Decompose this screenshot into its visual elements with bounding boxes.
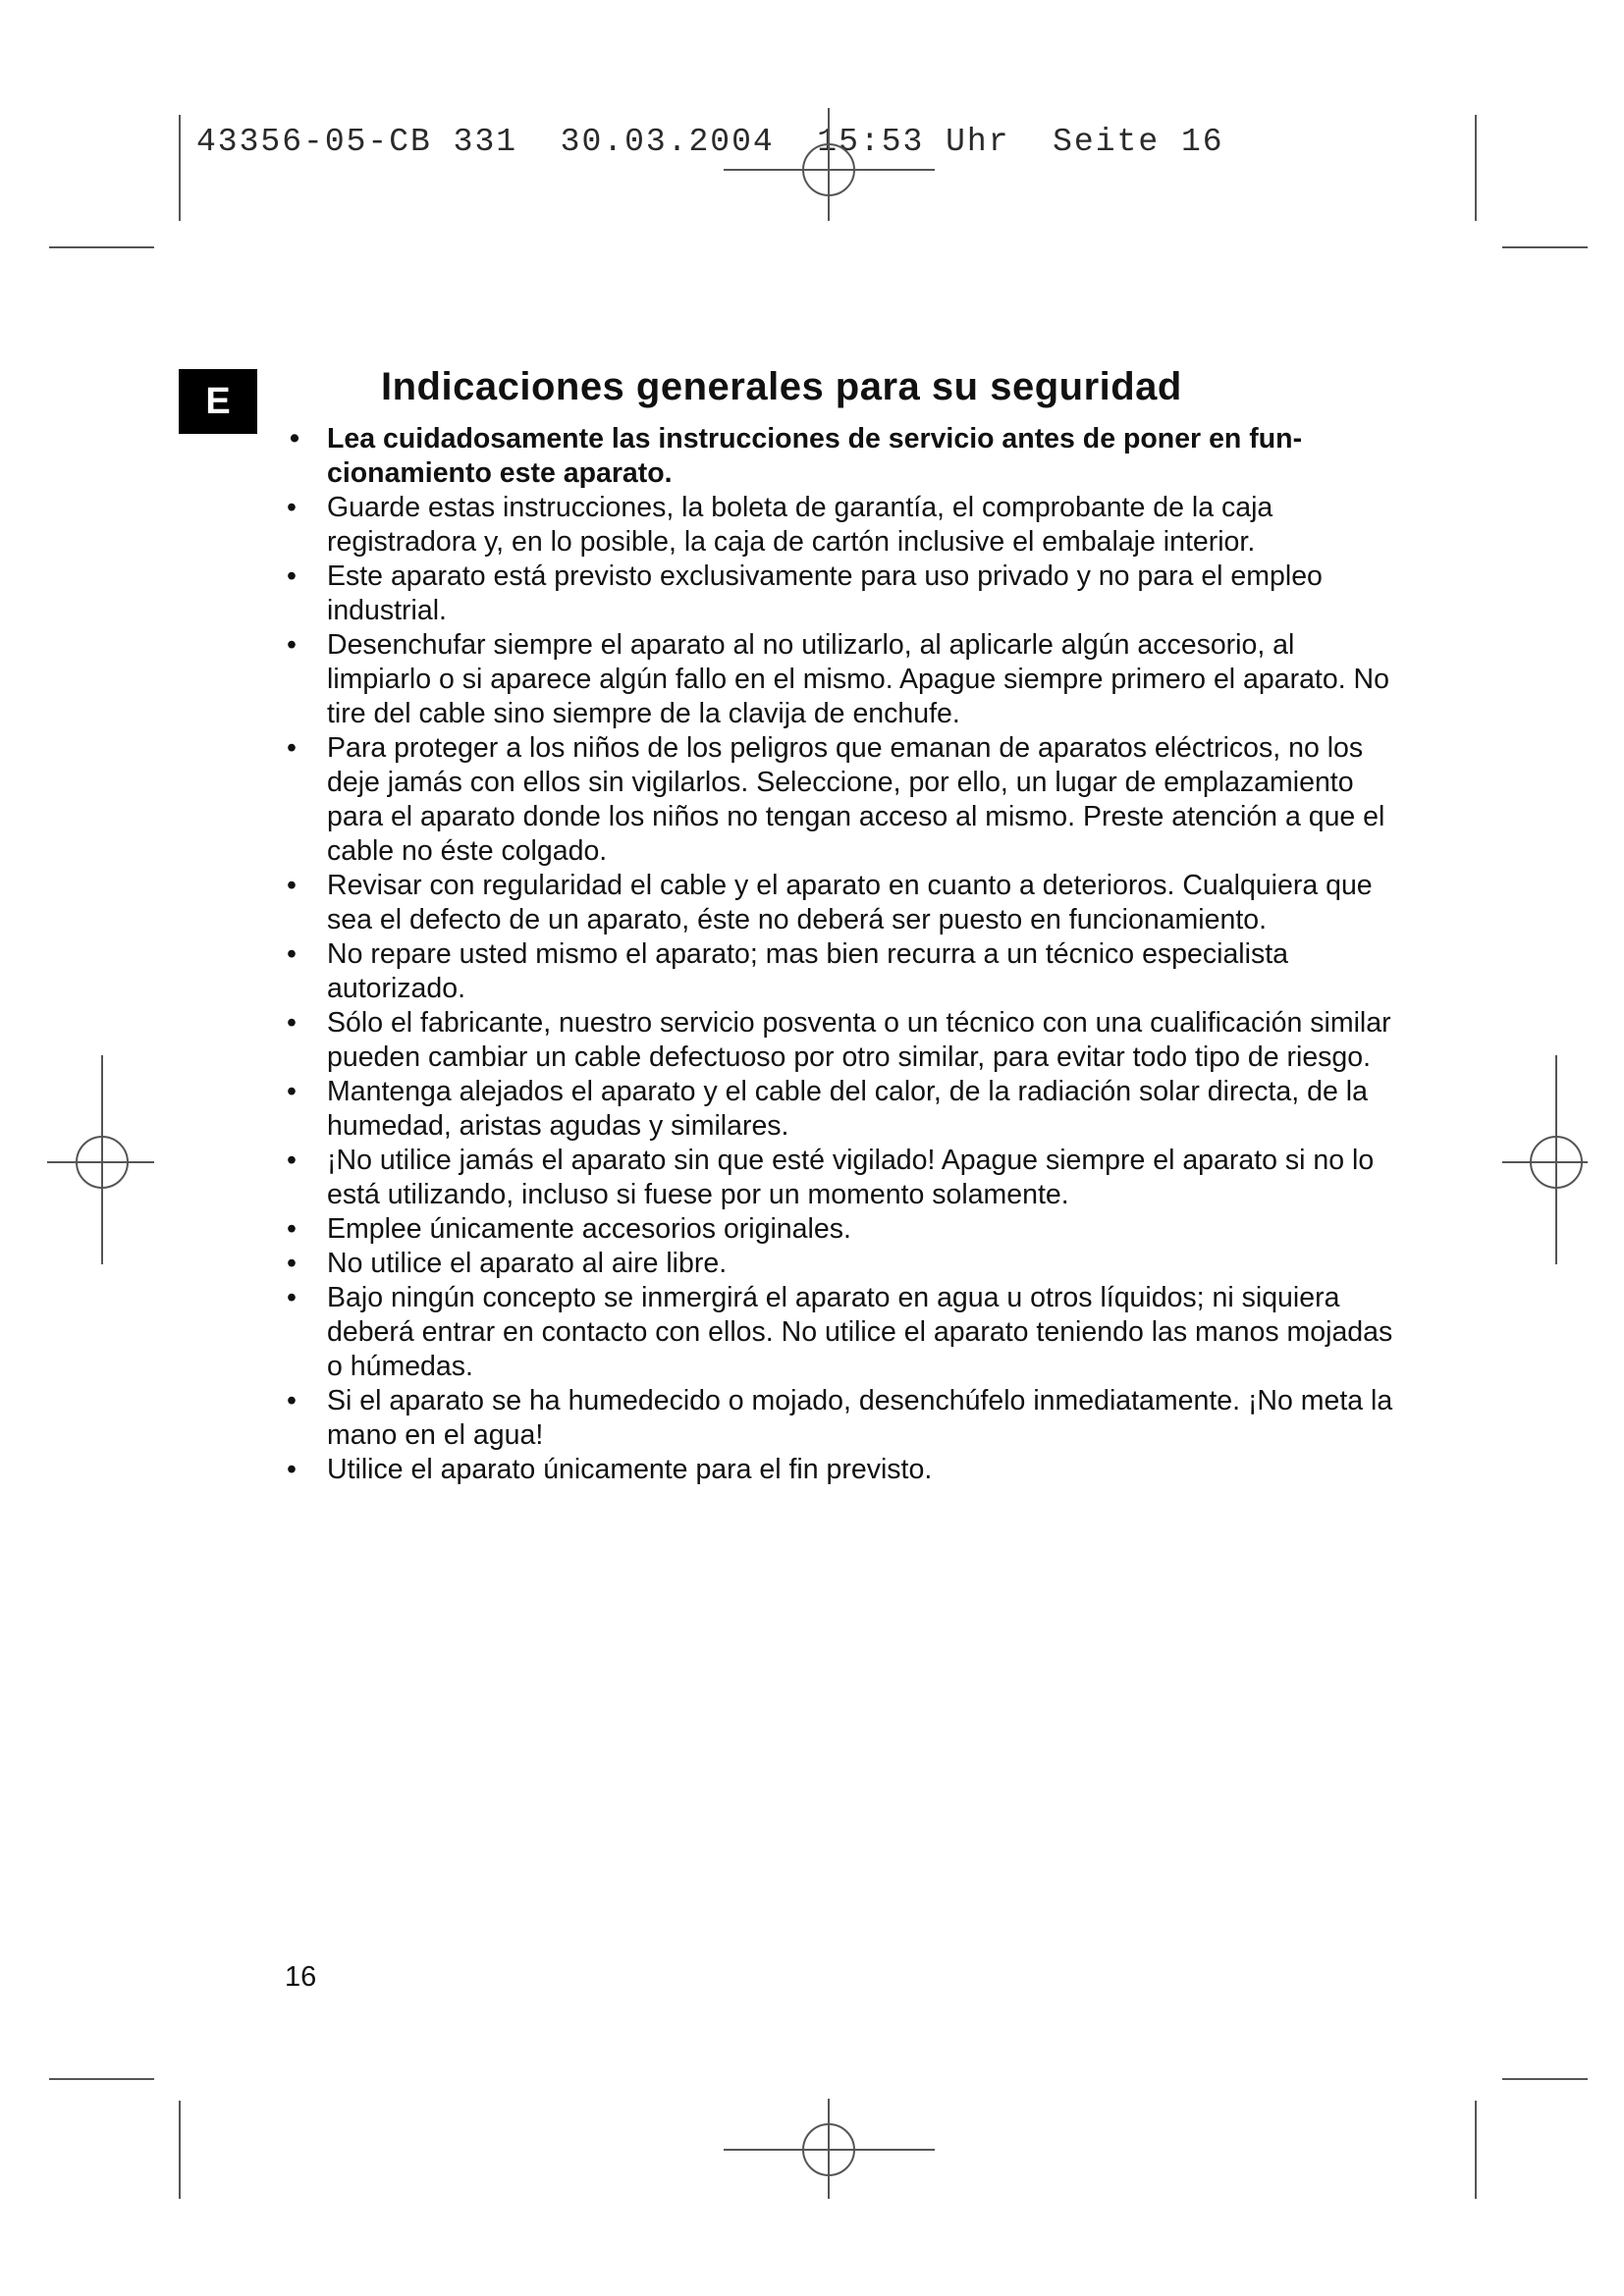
list-item-text: Sólo el fabricante, nuestro servicio posventa o un técnico con una cualificación similar pueden cambiar un cable defectuoso por otro similar, para evitar todo tipo de riesgo. bbox=[327, 1007, 1391, 1073]
bullet-icon: • bbox=[287, 492, 297, 523]
list-item-lead bbox=[280, 422, 1399, 491]
list-item bbox=[280, 1281, 1399, 1384]
list-item bbox=[280, 560, 1399, 628]
bullet-icon: • bbox=[287, 1145, 297, 1176]
bullet-icon: • bbox=[287, 561, 297, 592]
registration-mark-top bbox=[724, 108, 935, 221]
bullet-icon: • bbox=[287, 1454, 297, 1485]
bullet-icon: • bbox=[287, 1248, 297, 1279]
print-header: 43356-05-CB 331 30.03.2004 15:53 Uhr Seite 16 bbox=[196, 124, 1224, 160]
registration-mark-bottom bbox=[724, 2099, 935, 2199]
language-tab: E bbox=[179, 369, 257, 434]
list-item bbox=[280, 1075, 1399, 1144]
registration-mark-left bbox=[47, 1055, 154, 1264]
list-item-text: No utilice el aparato al aire libre. bbox=[327, 1248, 728, 1279]
list-item-text: ¡No utilice jamás el aparato sin que esté vigilado! Apague siempre el aparato si no lo está utilizando, incluso si fuese por un momento solamente. bbox=[327, 1145, 1375, 1210]
list-item-text: Si el aparato se ha humedecido o mojado, desenchúfelo inmediatamente. ¡No meta la mano en el agua! bbox=[327, 1385, 1393, 1451]
list-item bbox=[280, 937, 1399, 1006]
bullet-icon: • bbox=[287, 1007, 297, 1039]
list-item-text: Emplee únicamente accesorios originales. bbox=[327, 1213, 851, 1245]
bullet-icon: • bbox=[287, 1213, 297, 1245]
bullet-icon: • bbox=[287, 1076, 297, 1107]
bullet-icon: • bbox=[287, 732, 297, 764]
bullet-icon: • bbox=[287, 1385, 297, 1416]
list-item-text: Desenchufar siempre el aparato al no utilizarlo, al aplicarle algún accesorio, al limpiarlo o si aparece algún fallo en el mismo. Apague siempre primero el aparato. No tire del cable sino siempre de la clavija de enchufe. bbox=[327, 629, 1389, 729]
list-item-text: No repare usted mismo el aparato; mas bien recurra a un técnico especialista autorizado. bbox=[327, 938, 1288, 1004]
list-item-text: Guarde estas instrucciones, la boleta de garantía, el comprobante de la caja registradora y, en lo posible, la caja de cartón inclusive el embalaje interior. bbox=[327, 492, 1273, 558]
list-item bbox=[280, 491, 1399, 560]
list-item bbox=[280, 869, 1399, 937]
list-item bbox=[280, 1453, 1399, 1487]
list-item bbox=[280, 1144, 1399, 1212]
list-item-text: Utilice el aparato únicamente para el fin previsto. bbox=[327, 1454, 933, 1485]
safety-list bbox=[280, 422, 1399, 1487]
bullet-icon: • bbox=[287, 1282, 297, 1313]
list-item-text: Este aparato está previsto exclusivamente para uso privado y no para el empleo industrial. bbox=[327, 561, 1323, 626]
list-item bbox=[280, 1212, 1399, 1247]
bullet-icon: • bbox=[287, 629, 297, 661]
bullet-icon: • bbox=[287, 938, 297, 970]
list-item bbox=[280, 1006, 1399, 1075]
list-item bbox=[280, 628, 1399, 731]
page-title: Indicaciones generales para su seguridad bbox=[381, 365, 1182, 408]
registration-mark-right bbox=[1502, 1055, 1588, 1264]
list-item bbox=[280, 1384, 1399, 1453]
list-item bbox=[280, 1247, 1399, 1281]
bullet-icon: • bbox=[287, 870, 297, 901]
list-item-text: Mantenga alejados el aparato y el cable del calor, de la radiación solar directa, de la humedad, aristas agudas y similares. bbox=[327, 1076, 1368, 1142]
page-number: 16 bbox=[285, 1961, 317, 1993]
list-item-text: Bajo ningún concepto se inmergirá el aparato en agua u otros líquidos; ni siquiera deberá entrar en contacto con ellos. No utilice el aparato teniendo las manos mojadas o húmedas. bbox=[327, 1282, 1393, 1382]
bullet-icon: • bbox=[290, 423, 299, 454]
list-item-text: Revisar con regularidad el cable y el aparato en cuanto a deterioros. Cualquiera que sea el defecto de un aparato, éste no deberá ser puesto en funcionamiento. bbox=[327, 870, 1373, 935]
list-item bbox=[280, 731, 1399, 869]
list-item-text: Lea cuidadosamente las instrucciones de servicio antes de poner en funcionamiento este aparato. bbox=[327, 423, 1303, 489]
list-item-text: Para proteger a los niños de los peligros que emanan de aparatos eléctricos, no los deje jamás con ellos sin vigilarlos. Seleccione, por ello, un lugar de emplazamiento para el aparato donde los niños no tengan acceso al mismo. Preste atención a que el cable no éste colgado. bbox=[327, 732, 1385, 867]
